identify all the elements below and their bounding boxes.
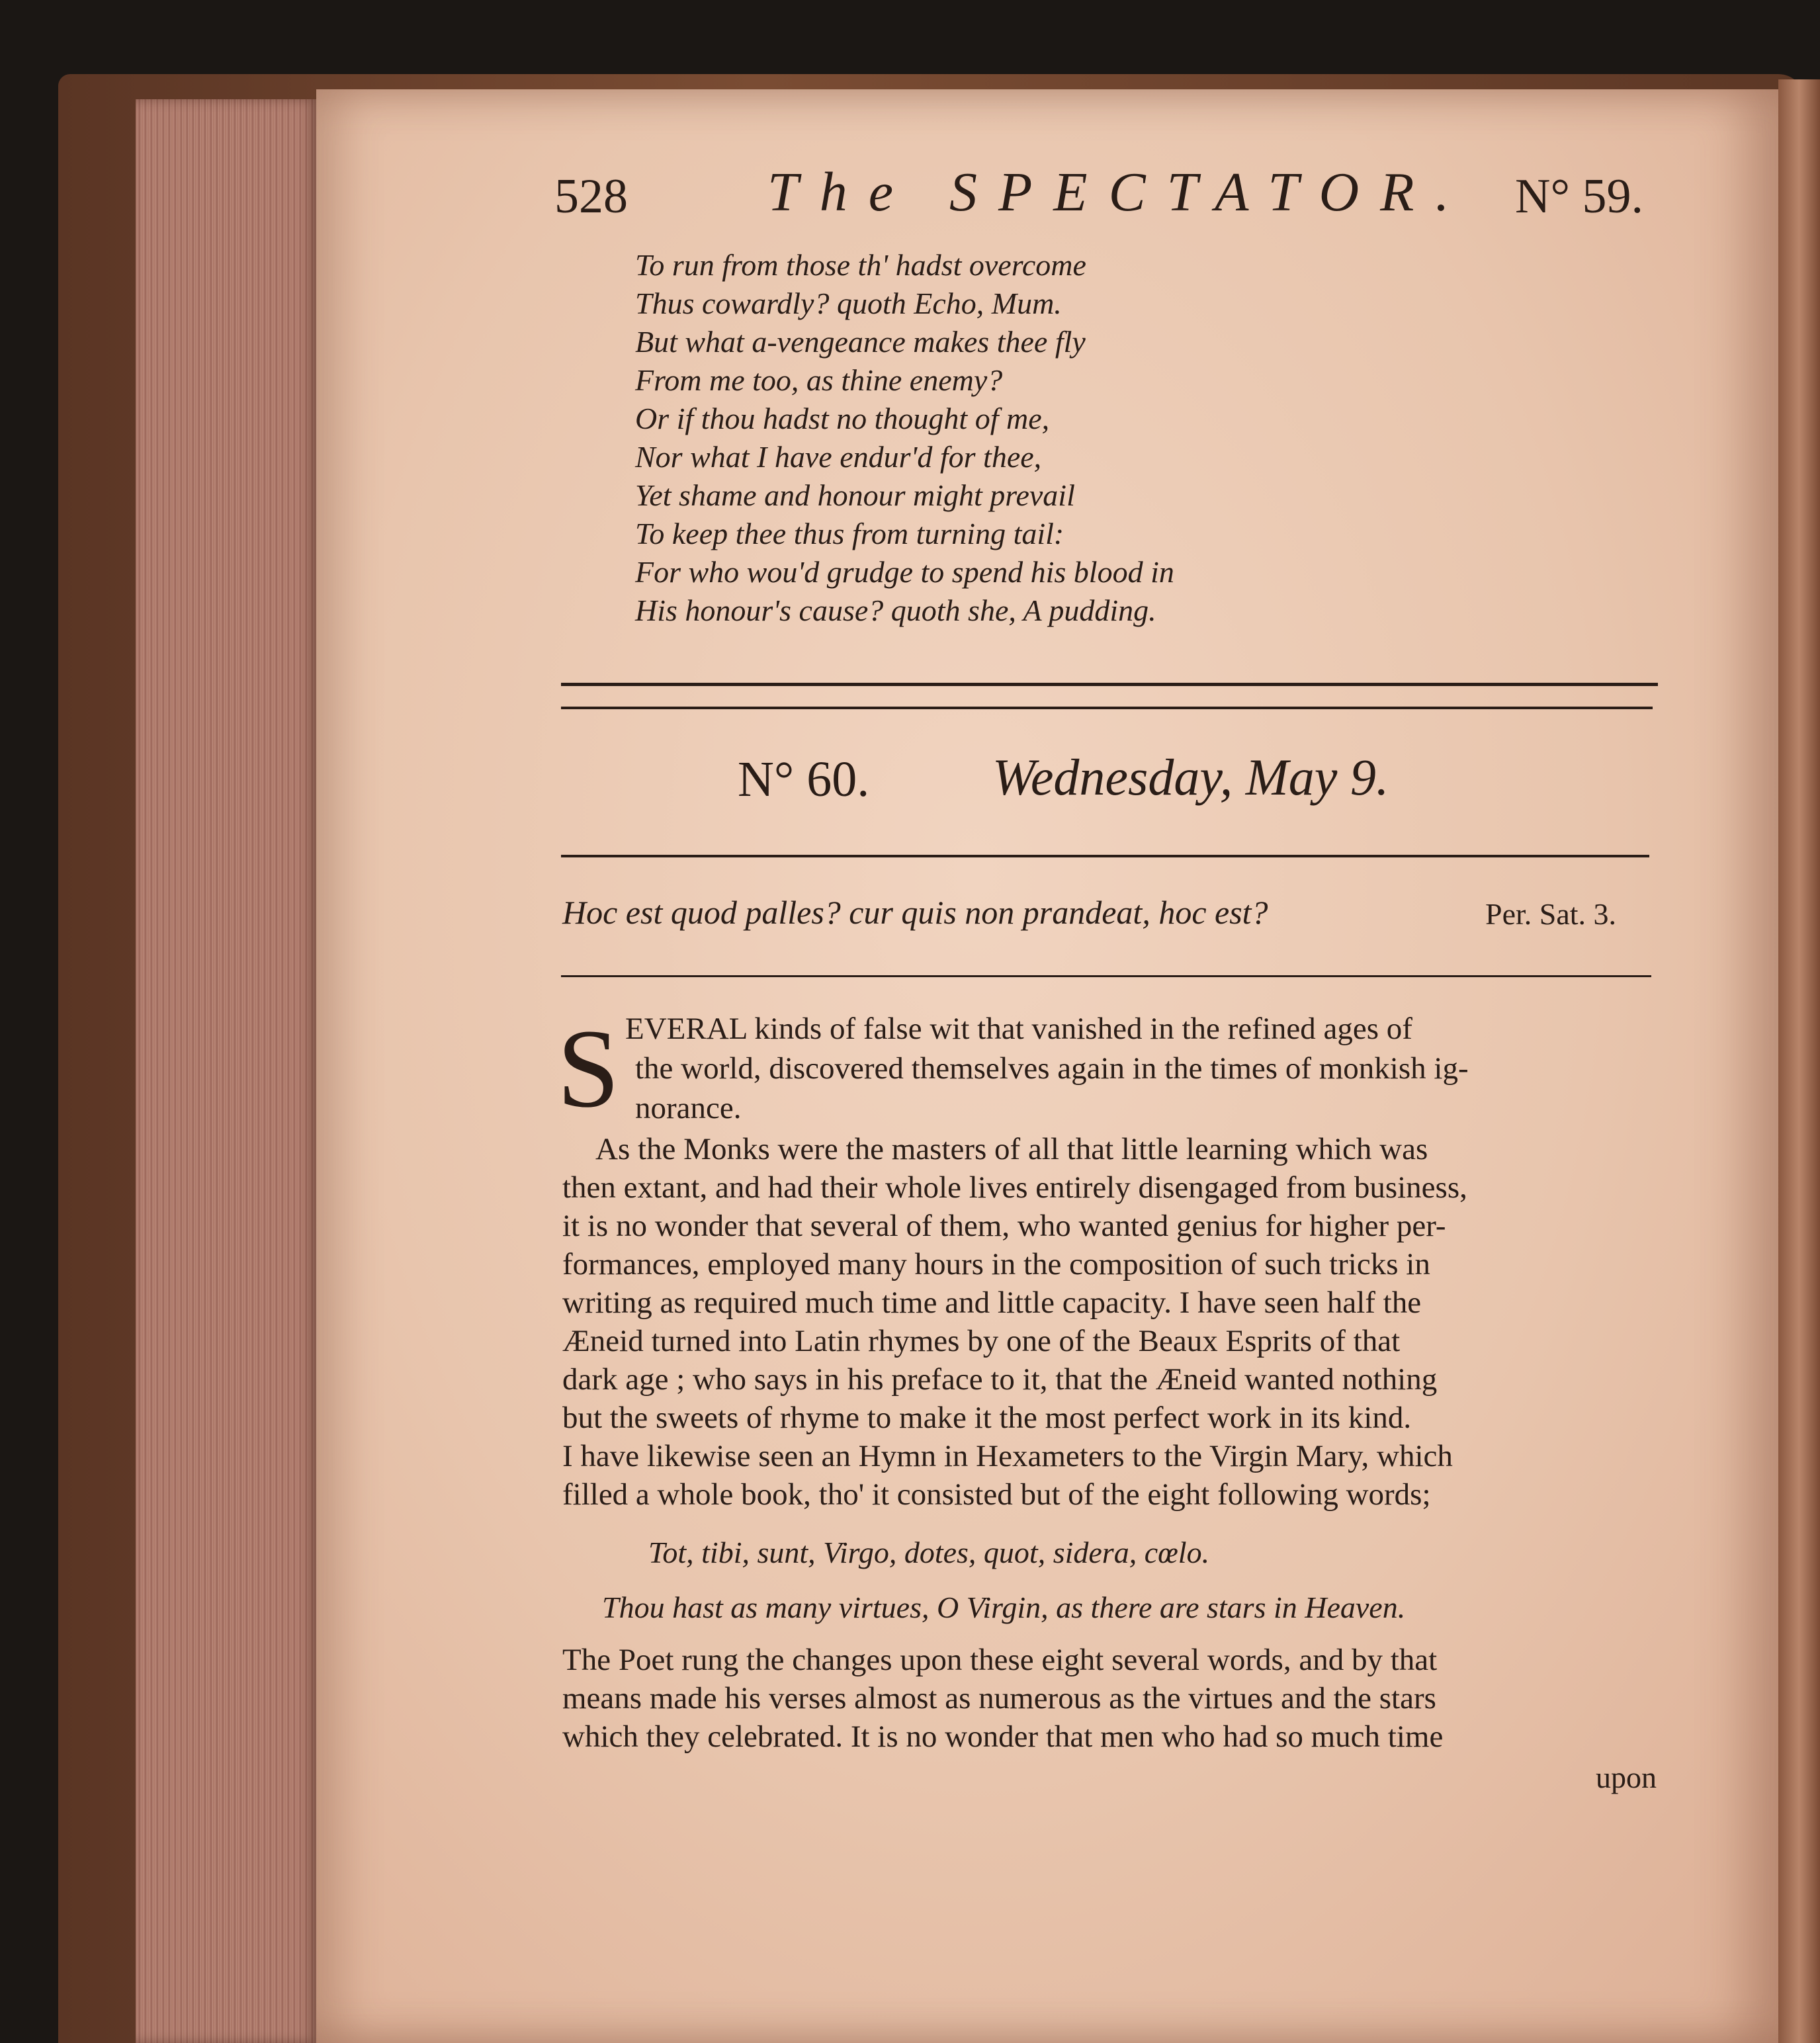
double-rule-top — [561, 683, 1658, 686]
catchword: upon — [1596, 1760, 1657, 1794]
verse-line: To keep thee thus from turning tail: — [635, 517, 1064, 550]
page-number: 528 — [554, 169, 628, 224]
body-line: formances, employed many hours in the composition of such tricks in — [562, 1247, 1430, 1282]
body-line: it is no wonder that several of them, who wanted genius for higher per- — [562, 1209, 1446, 1243]
motto: Hoc est quod palles? cur quis non prandeat, hoc est? — [562, 894, 1268, 931]
latin-verse: Tot, tibi, sunt, Virgo, dotes, quot, sidera, cœlo. — [648, 1536, 1210, 1569]
body-line: then extant, and had their whole lives entirely disengaged from business, — [562, 1170, 1467, 1205]
rule — [561, 975, 1651, 977]
verse-translation: Thou hast as many virtues, O Virgin, as there are stars in Heaven. — [602, 1590, 1406, 1624]
page-block-edge — [136, 99, 318, 2043]
verse-line: Nor what I have endur'd for thee, — [635, 440, 1042, 474]
verse-line: But what a-vengeance makes thee fly — [635, 325, 1086, 359]
facing-page-edge — [1778, 79, 1820, 2043]
verse-line: Yet shame and honour might prevail — [635, 478, 1075, 512]
issue-number: N° 60. — [738, 752, 870, 807]
verse-line: To run from those th' hadst overcome — [635, 248, 1086, 282]
body-line: but the sweets of rhyme to make it the most perfect work in its kind. — [562, 1401, 1412, 1435]
body-line: the world, discovered themselves again in the times of monkish ig- — [635, 1051, 1469, 1086]
issue-date: Wednesday, May 9. — [992, 748, 1389, 806]
drop-cap: S — [557, 1006, 620, 1131]
running-title: The SPECTATOR. — [767, 161, 1471, 223]
verse-line: Or if thou hadst no thought of me, — [635, 402, 1050, 435]
body-line: Æneid turned into Latin rhymes by one of the Beaux Esprits of that — [562, 1324, 1401, 1358]
double-rule-bottom — [561, 707, 1653, 709]
body-line: writing as required much time and little capacity. I have seen half the — [562, 1285, 1422, 1320]
verse-line: From me too, as thine enemy? — [635, 363, 1003, 397]
body-line: norance. — [635, 1091, 742, 1125]
issue-reference: N° 59. — [1515, 169, 1644, 224]
body-line: which they celebrated. It is no wonder that men who had so much time — [562, 1719, 1444, 1754]
motto-source: Per. Sat. 3. — [1485, 897, 1617, 931]
verse-line: For who wou'd grudge to spend his blood in — [635, 555, 1174, 589]
verse-line: His honour's cause? quoth she, A pudding. — [635, 593, 1156, 627]
body-line: As the Monks were the masters of all that little learning which was — [595, 1132, 1428, 1166]
body-line: EVERAL kinds of false wit that vanished in the refined ages of — [625, 1012, 1412, 1046]
body-line: filled a whole book, tho' it consisted but of the eight following words; — [562, 1477, 1431, 1512]
body-line: means made his verses almost as numerous as the virtues and the stars — [562, 1681, 1436, 1716]
body-line: dark age ; who says in his preface to it, that the Æneid wanted nothing — [562, 1362, 1438, 1397]
rule — [561, 855, 1649, 857]
body-line: The Poet rung the changes upon these eight several words, and by that — [562, 1643, 1438, 1677]
verse-line: Thus cowardly? quoth Echo, Mum. — [635, 286, 1062, 320]
body-line: I have likewise seen an Hymn in Hexameters to the Virgin Mary, which — [562, 1439, 1453, 1473]
